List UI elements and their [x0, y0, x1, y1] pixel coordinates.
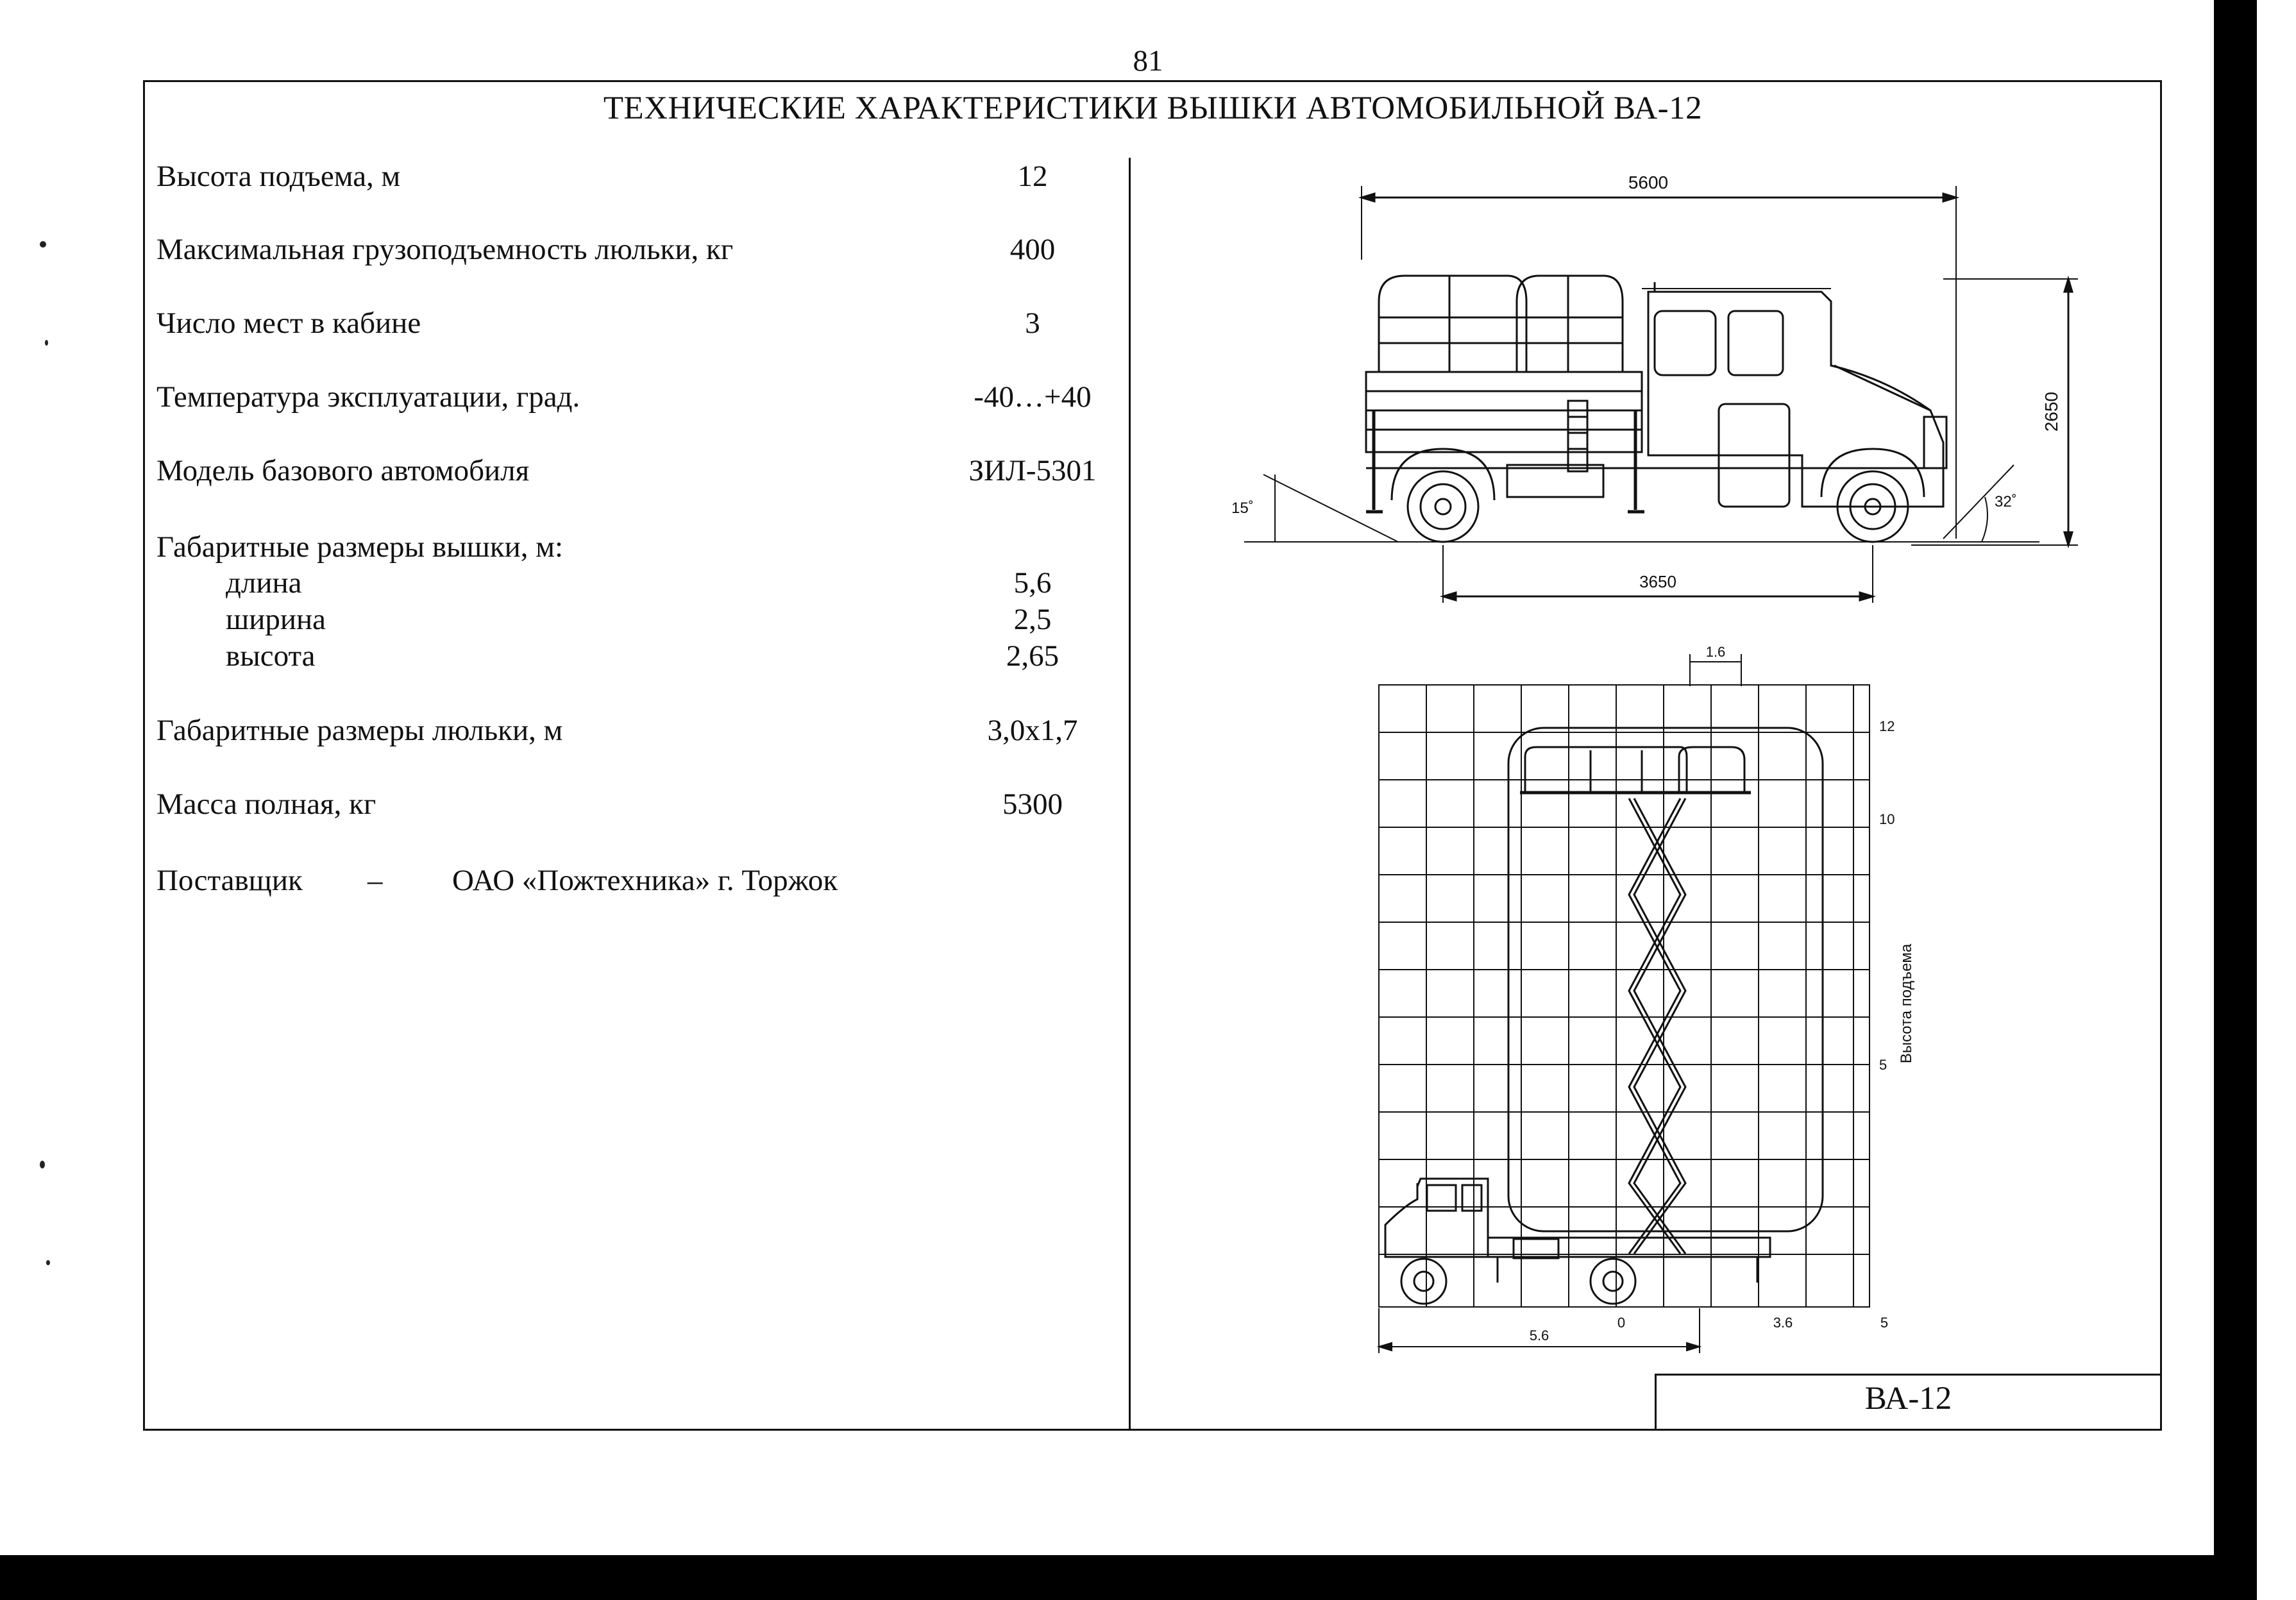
spec-label-max-load: Максимальная грузоподъемность люльки, кг: [156, 233, 734, 266]
spec-label-gross-mass: Масса полная, кг: [156, 787, 376, 821]
spec-label-lift-height: Высота подъема, м: [156, 160, 401, 193]
spec-value-cab-seats: 3: [1025, 307, 1040, 340]
elevated-platform: [1520, 747, 1751, 793]
truck-body: [1366, 372, 1642, 452]
scan-bottom-border: [0, 1555, 2257, 1600]
basket-cage: [1379, 276, 1623, 372]
y-tick-10: 10: [1879, 811, 1895, 827]
spec-value-max-load: 400: [1009, 233, 1056, 266]
top-width-label: 1.6: [1705, 644, 1726, 660]
x-tick-zero: 0: [1617, 1315, 1626, 1331]
spec-label-dimensions: Габаритные размеры вышки, м:: [156, 530, 564, 564]
grid: [1379, 685, 1870, 1307]
spec-value-temperature: -40…+40: [974, 380, 1092, 414]
dim-wheelbase-label: 3650: [1639, 572, 1676, 591]
spec-value-cradle-dims: 3,0х1,7: [987, 714, 1078, 747]
y-tick-5: 5: [1879, 1057, 1887, 1073]
spec-label-cradle-dims: Габаритные размеры люльки, м: [156, 714, 563, 747]
front-angle-label: 32˚: [1995, 493, 2017, 510]
base-truck: [1385, 1179, 1770, 1304]
spec-value-lift-height: 12: [1017, 160, 1048, 193]
rear-wheel: [1392, 449, 1494, 542]
front-wheel: [1821, 449, 1924, 542]
supplier-dash: –: [367, 864, 383, 897]
spec-label-base-model: Модель базового автомобиля: [156, 454, 530, 487]
model-code: ВА-12: [1864, 1381, 1952, 1417]
page-number: 81: [1133, 44, 1163, 78]
spec-value-width: 2,5: [1013, 603, 1052, 636]
spec-value-height: 2,65: [1006, 639, 1059, 673]
spec-label-width: ширина: [226, 603, 326, 636]
side-view-drawing: [1206, 173, 2061, 609]
work-zone-diagram: [1347, 641, 1963, 1366]
y-axis-label: Высота подъема: [1898, 943, 1915, 1064]
spec-label-supplier: Поставщик: [156, 864, 303, 897]
x-tick-far: 5: [1880, 1315, 1889, 1331]
scan-speck: [45, 340, 48, 346]
spec-label-temperature: Температура эксплуатации, град.: [156, 380, 580, 414]
rear-angle-label: 15˚: [1231, 500, 1254, 517]
x-tick-right: 3.6: [1773, 1315, 1793, 1331]
dim-height-label: 2650: [2041, 391, 2061, 432]
spec-value-supplier: ОАО «Пожтехника» г. Торжок: [452, 864, 838, 897]
spec-value-base-model: ЗИЛ-5301: [968, 454, 1097, 487]
spec-label-length: длина: [226, 566, 302, 600]
scissor-lift: [1629, 798, 1685, 1254]
dim-length-label: 5600: [1628, 173, 1669, 192]
cab-outline: [1648, 292, 1943, 507]
scan-speck: [40, 241, 46, 248]
spec-value-gross-mass: 5300: [1002, 787, 1063, 821]
y-tick-12: 12: [1879, 718, 1895, 734]
page-title: ТЕХНИЧЕСКИЕ ХАРАКТЕРИСТИКИ ВЫШКИ АВТОМОБИЛЬНОЙ ВА-12: [603, 90, 1703, 126]
x-dim-left-label: 5.6: [1529, 1327, 1549, 1343]
spec-label-cab-seats: Число мест в кабине: [156, 307, 421, 340]
scan-speck: [46, 1260, 50, 1265]
rear-angle-line: [1263, 475, 1398, 542]
spec-label-height: высота: [226, 639, 316, 673]
scan-speck: [40, 1161, 45, 1168]
spec-value-length: 5,6: [1013, 566, 1052, 600]
scan-right-border: [2214, 0, 2257, 1555]
fuel-tank: [1507, 465, 1603, 497]
